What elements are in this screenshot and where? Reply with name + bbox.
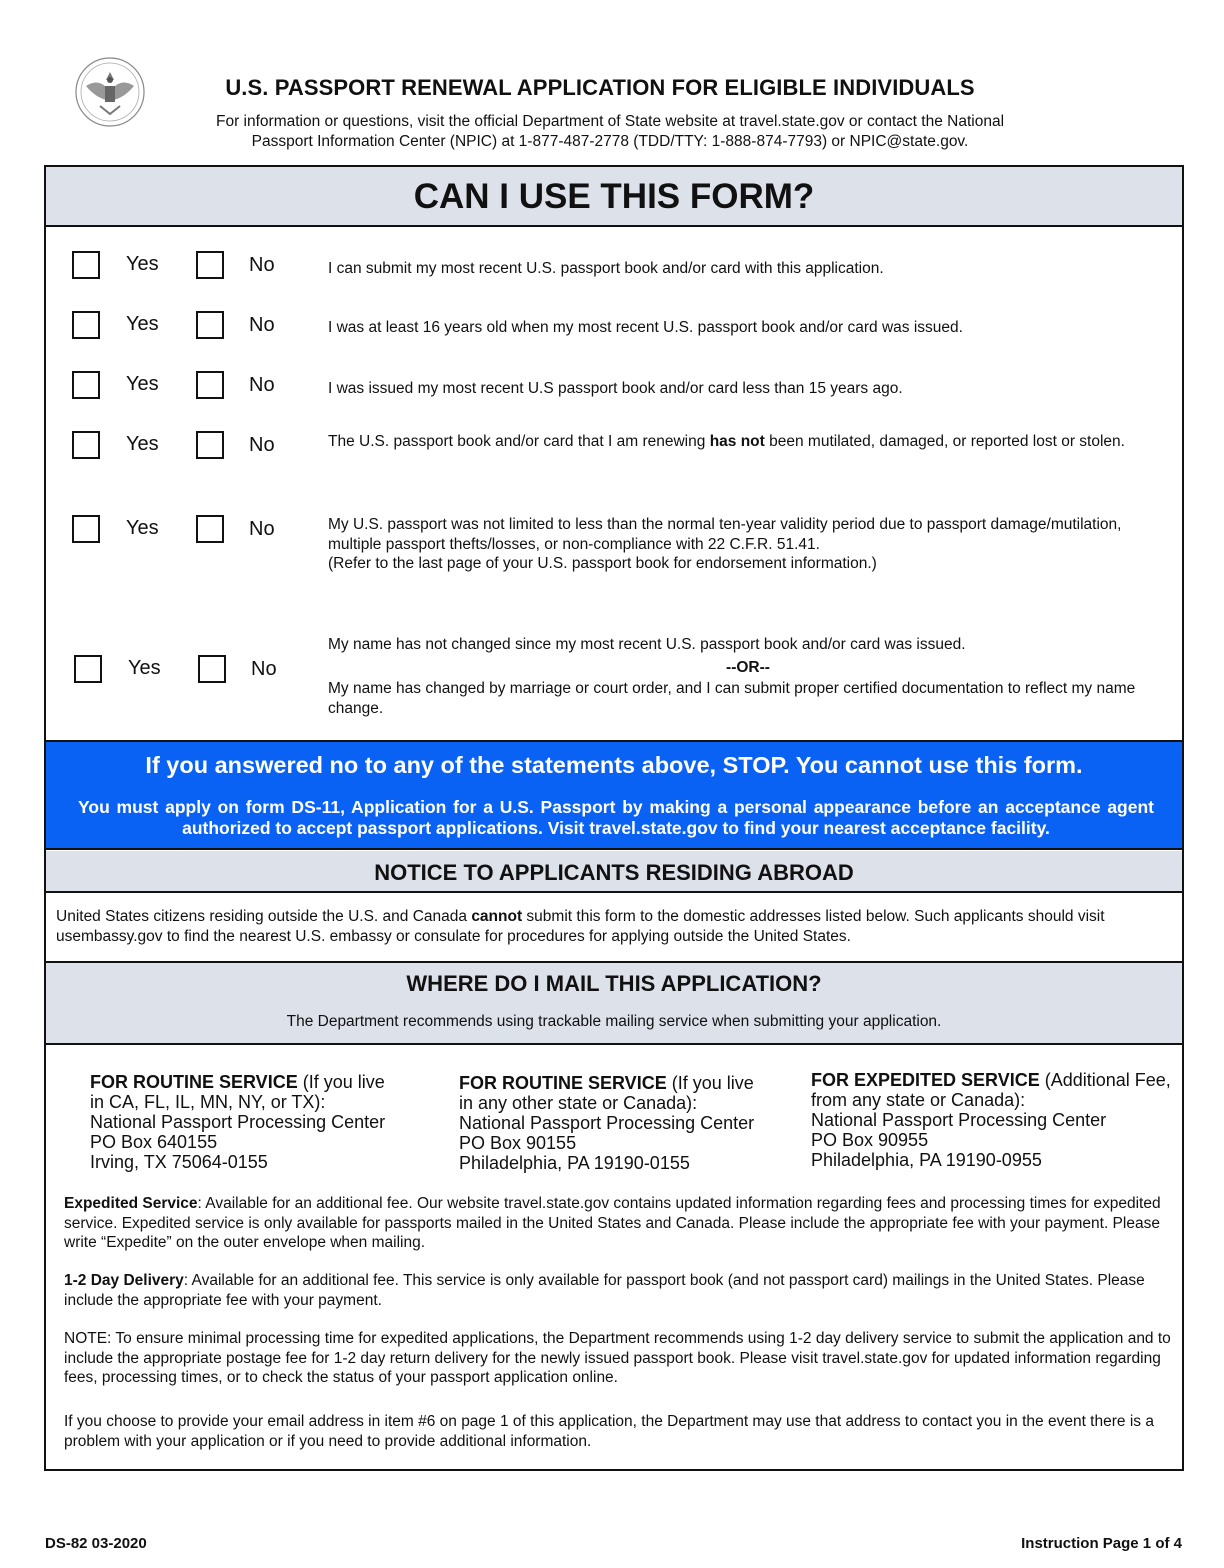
- form-id: DS-82 03-2020: [45, 1535, 147, 1552]
- paragraph-label: 1-2 Day Delivery: [64, 1272, 184, 1289]
- question-text-main: My U.S. passport was not limited to less than the normal ten-year validity period due to passport damage/mutilation, multiple passport thefts/losses, or non-compliance with 22 C.F.R. 51.41.: [328, 516, 1122, 553]
- service-note: (Additional Fee, from any state or Canada):: [811, 1070, 1171, 1110]
- no-checkbox[interactable]: [196, 251, 224, 279]
- no-checkbox[interactable]: [196, 515, 224, 543]
- question-text-part: been mutilated, damaged, or reported lost or stolen.: [764, 433, 1125, 450]
- abroad-text-emphasis: cannot: [471, 908, 523, 925]
- mailing-address-routine-2: [459, 1073, 769, 1173]
- stop-notice-body: You must apply on form DS-11, Application for a U.S. Passport by making a personal appearance before an acceptance agent authorized to accept passport applications. Visit travel.state.gov to find your nearest acceptance facility.: [78, 797, 1154, 838]
- paragraph-text: : Available for an additional fee. This service is only available for passport book (and not passport card) mailings in the United States. Please include the appropriate fee with your payment.: [64, 1272, 1145, 1309]
- department-of-state-seal: [74, 56, 146, 128]
- address-line: National Passport Processing Center: [90, 1112, 386, 1132]
- stop-notice: [46, 740, 1182, 850]
- address-line: Philadelphia, PA 19190-0955: [811, 1150, 1042, 1170]
- question-text: [328, 515, 1168, 574]
- contact-info-line2: Passport Information Center (NPIC) at 1-877-487-2778 (TDD/TTY: 1-888-874-7793) or NPIC@state.gov.: [251, 133, 969, 150]
- yes-label: Yes: [126, 253, 159, 275]
- mailing-address-routine-1: [90, 1072, 400, 1172]
- note-paragraph: NOTE: To ensure minimal processing time for expedited applications, the Department recommends using 1-2 day delivery service to submit the application and to include the appropriate postage fee for 1-2 day return delivery for the newly issued passport book. Please visit travel.state.gov for updated information regarding fees, processing times, or to check the status of your passport application online.: [64, 1330, 1171, 1386]
- question-text-main: My name has not changed since my most recent U.S. passport book and/or card was issued.: [328, 636, 966, 653]
- no-label: No: [251, 658, 277, 680]
- address-line: National Passport Processing Center: [811, 1110, 1107, 1130]
- yes-checkbox[interactable]: [72, 251, 100, 279]
- or-divider: --OR--: [726, 658, 770, 676]
- question-text: I can submit my most recent U.S. passport book and/or card with this application.: [328, 260, 884, 277]
- service-note: (If you live in any other state or Canada):: [459, 1073, 754, 1113]
- form-frame: [44, 165, 1184, 1471]
- yes-checkbox[interactable]: [72, 311, 100, 339]
- expedited-service-paragraph: [64, 1194, 1174, 1253]
- question-text-alternative: My name has changed by marriage or court order, and I can submit proper certified documentation to reflect my name change.: [328, 680, 1136, 717]
- yes-checkbox[interactable]: [72, 431, 100, 459]
- stop-notice-heading: If you answered no to any of the statements above, STOP. You cannot use this form.: [145, 752, 1083, 778]
- no-label: No: [249, 314, 275, 336]
- contact-info-line1: For information or questions, visit the official Department of State website at travel.state.gov or contact the National: [215, 113, 1005, 130]
- page-number: Instruction Page 1 of 4: [1021, 1535, 1182, 1552]
- no-checkbox[interactable]: [196, 371, 224, 399]
- paragraph-text: : Available for an additional fee. Our website travel.state.gov contains updated information regarding fees and processing times for expedited service. Expedited service is only available for passports mailed in the United States and Canada. Please include the appropriate fee with your payment. Please write “Expedite” on the outer envelope when mailing.: [64, 1195, 1161, 1251]
- mail-heading: WHERE DO I MAIL THIS APPLICATION?: [406, 971, 822, 996]
- abroad-text-part: submit this form to the domestic addresses listed below. Such applicants should visit usembassy.gov to find the nearest U.S. embassy or consulate for procedures for applying outside the United States.: [56, 908, 1105, 945]
- no-checkbox[interactable]: [196, 431, 224, 459]
- yes-checkbox[interactable]: [72, 515, 100, 543]
- question-text: I was at least 16 years old when my most recent U.S. passport book and/or card was issued.: [328, 319, 963, 336]
- service-type: FOR ROUTINE SERVICE: [90, 1072, 298, 1092]
- address-line: PO Box 90955: [811, 1130, 929, 1150]
- question-text: [328, 635, 1168, 718]
- service-note: (If you live in CA, FL, IL, MN, NY, or TX):: [90, 1072, 385, 1112]
- address-line: PO Box 90155: [459, 1133, 577, 1153]
- question-text-emphasis: has not: [709, 433, 765, 450]
- address-line: National Passport Processing Center: [459, 1113, 755, 1133]
- no-label: No: [249, 518, 275, 540]
- question-text: I was issued my most recent U.S passport book and/or card less than 15 years ago.: [328, 380, 903, 397]
- yes-label: Yes: [126, 517, 159, 539]
- no-label: No: [249, 434, 275, 456]
- yes-checkbox[interactable]: [74, 655, 102, 683]
- service-type: FOR ROUTINE SERVICE: [459, 1073, 667, 1093]
- question-text: [328, 432, 1168, 452]
- delivery-paragraph: [64, 1271, 1174, 1310]
- yes-label: Yes: [128, 657, 161, 679]
- address-line: PO Box 640155: [90, 1132, 218, 1152]
- mail-subheading: The Department recommends using trackable mailing service when submitting your application.: [286, 1013, 942, 1030]
- email-paragraph: If you choose to provide your email address in item #6 on page 1 of this application, the Department may use that address to contact you in the event there is a problem with your application or if you need to provide additional information.: [64, 1413, 1154, 1450]
- contact-info: [170, 112, 1050, 152]
- yes-checkbox[interactable]: [72, 371, 100, 399]
- question-text-note: (Refer to the last page of your U.S. passport book for endorsement information.): [328, 555, 877, 572]
- no-label: No: [249, 254, 275, 276]
- no-checkbox[interactable]: [196, 311, 224, 339]
- yes-label: Yes: [126, 373, 159, 395]
- no-checkbox[interactable]: [198, 655, 226, 683]
- service-type: FOR EXPEDITED SERVICE: [811, 1070, 1040, 1090]
- no-label: No: [249, 374, 275, 396]
- address-line: Philadelphia, PA 19190-0155: [459, 1153, 690, 1173]
- yes-label: Yes: [126, 433, 159, 455]
- yes-label: Yes: [126, 313, 159, 335]
- abroad-notice-text: [56, 907, 1166, 947]
- mail-heading-section: [46, 963, 1182, 1045]
- abroad-text-part: United States citizens residing outside the U.S. and Canada: [56, 908, 472, 925]
- address-line: Irving, TX 75064-0155: [90, 1152, 268, 1172]
- form-title: U.S. PASSPORT RENEWAL APPLICATION FOR ELIGIBLE INDIVIDUALS: [225, 75, 975, 100]
- eligibility-heading: CAN I USE THIS FORM?: [46, 167, 1182, 227]
- abroad-heading: NOTICE TO APPLICANTS RESIDING ABROAD: [46, 851, 1182, 893]
- mailing-address-expedited: [811, 1070, 1176, 1170]
- paragraph-label: Expedited Service: [64, 1195, 198, 1212]
- question-text-part: The U.S. passport book and/or card that I am renewing: [328, 433, 710, 450]
